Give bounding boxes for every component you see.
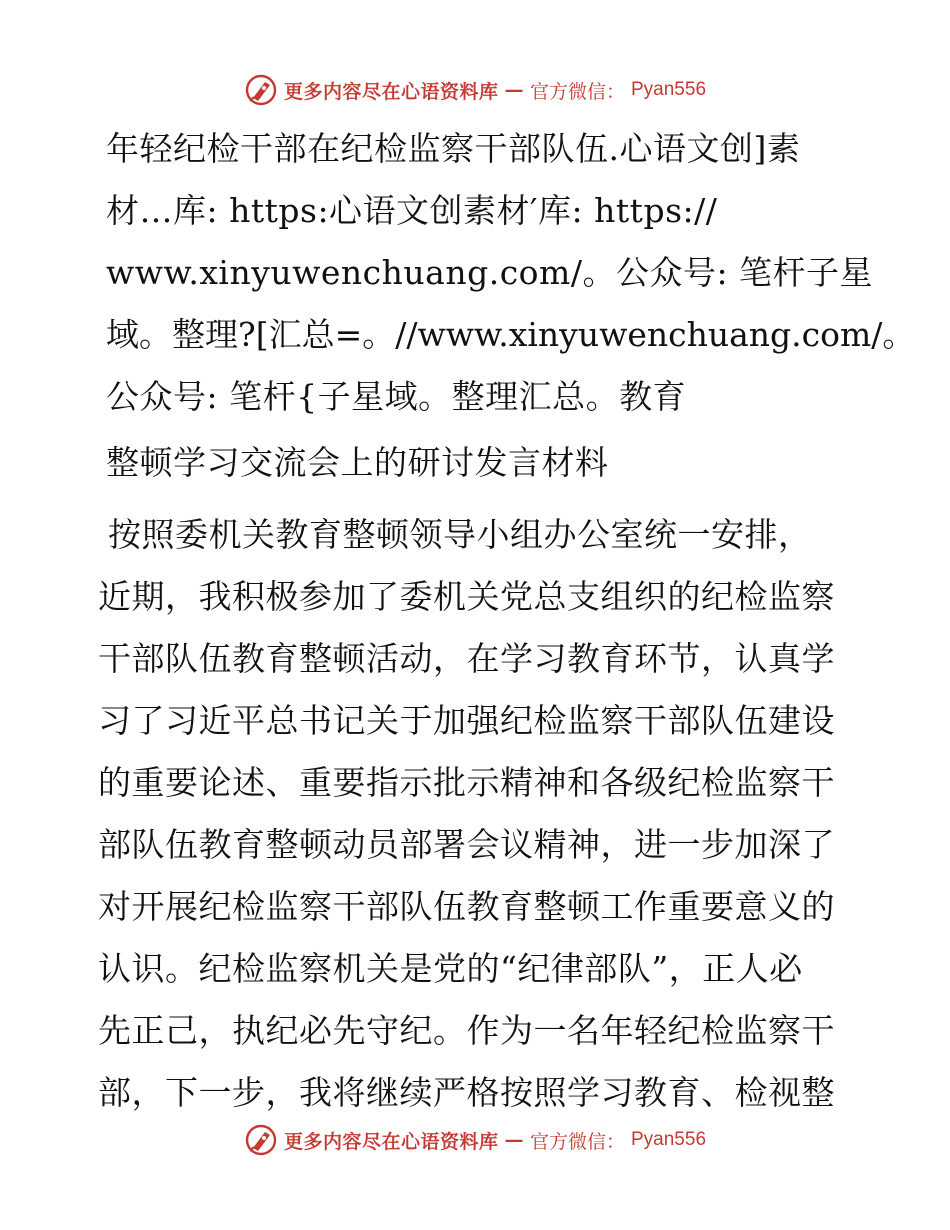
banner-wechat-handle: Pyan556 [631, 79, 707, 100]
header-banner [0, 70, 950, 110]
heading-text: 整顿学习交流会上的研讨发言材料 [106, 443, 609, 482]
banner-separator: — [504, 1129, 524, 1151]
intro-line: 域。整理?[汇总=。//www.xinyuwenchuang.com/。 [106, 315, 916, 354]
banner-wechat-handle: Pyan556 [631, 1129, 707, 1150]
document-heading [98, 432, 858, 494]
pen-nib-logo-icon [244, 1123, 278, 1157]
body-line: 部队伍教育整顿动员部署会议精神，进一步加深了 [98, 825, 835, 864]
body-line: 对开展纪检监察干部队伍教育整顿工作重要意义的 [98, 887, 835, 926]
body-line: 先正己，执纪必先守纪。作为一名年轻纪检监察干 [98, 1011, 835, 1050]
body-line: 认识。纪检监察机关是党的“纪律部队”，正人必 [98, 949, 803, 988]
banner-separator: — [504, 79, 524, 101]
document-body [98, 118, 916, 1124]
banner-promo-text: 更多内容尽在心语资料库 [283, 1130, 499, 1153]
body-line: 干部队伍教育整顿活动，在学习教育环节，认真学 [98, 639, 835, 678]
intro-line: 材…库: https:心语文创素材′库: https:// [106, 191, 718, 230]
intro-paragraph [98, 118, 916, 428]
intro-line: www.xinyuwenchuang.com/。公众号: 笔杆子星 [106, 253, 874, 292]
footer-banner [0, 1120, 950, 1160]
body-line: 习了习近平总书记关于加强纪检监察干部队伍建设 [98, 701, 835, 740]
intro-line: 年轻纪检干部在纪检监察干部队伍.心语文创]素 [106, 129, 801, 168]
body-line: 按照委机关教育整顿领导小组办公室统一安排， [108, 515, 812, 554]
body-line: 部，下一步，我将继续严格按照学习教育、检视整 [98, 1073, 835, 1112]
body-line: 的重要论述、重要指示批示精神和各级纪检监察干 [98, 763, 835, 802]
intro-line: 公众号: 笔杆{子星域。整理汇总。教育 [106, 377, 687, 416]
body-paragraph [98, 504, 858, 1124]
banner-promo-text: 更多内容尽在心语资料库 [283, 80, 499, 103]
banner-wechat-label: 官方微信： [529, 80, 625, 103]
banner-wechat-label: 官方微信： [529, 1130, 625, 1153]
pen-nib-logo-icon [244, 73, 278, 107]
body-line: 近期，我积极参加了委机关党总支组织的纪检监察 [98, 577, 835, 616]
